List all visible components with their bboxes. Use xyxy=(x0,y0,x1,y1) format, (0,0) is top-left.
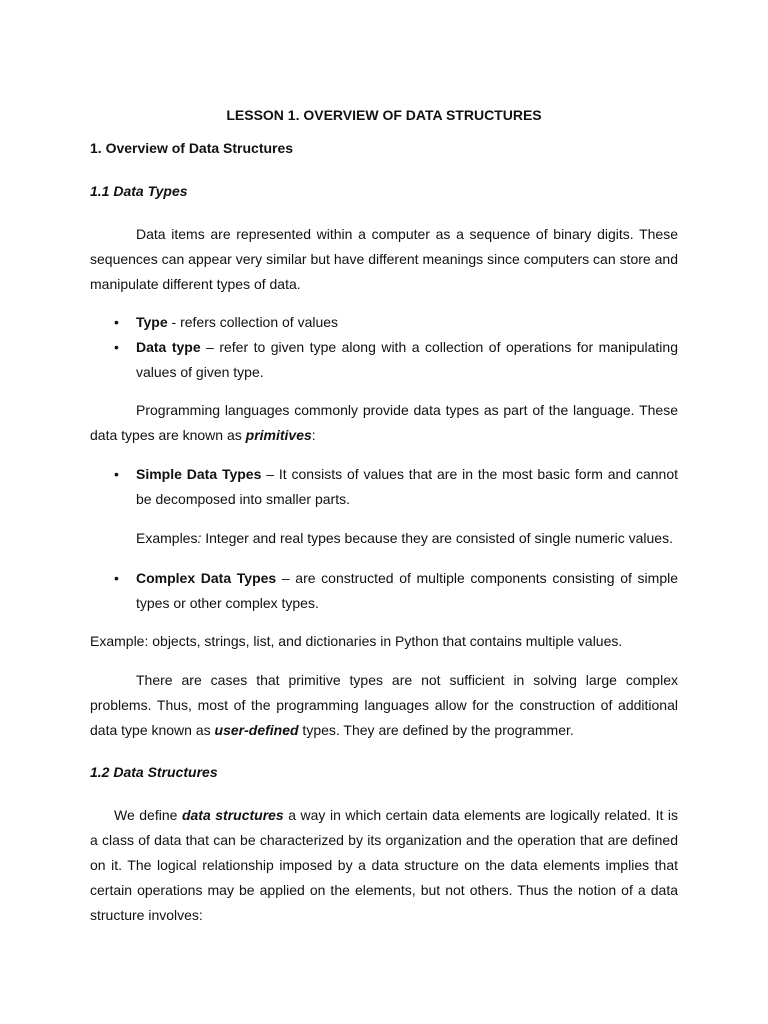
term-data-type: Data type xyxy=(136,339,201,355)
example-python-line: Example: objects, strings, list, and dictionaries in Python that contains multiple values. xyxy=(90,633,623,649)
text-run: types. They are defined by the programmer. xyxy=(298,722,574,738)
text-run: Integer and real types because they are consisted of single numeric values. xyxy=(201,530,673,546)
section-heading: 1. Overview of Data Structures xyxy=(90,140,294,156)
examples-line xyxy=(136,526,678,551)
term-complex-data-types: Complex Data Types xyxy=(136,570,277,586)
definition-data-type: – refer to given type along with a collection of operations for manipulating values of given type. xyxy=(136,339,678,380)
definition-type: - refers collection of values xyxy=(167,314,339,330)
paragraph-primitives xyxy=(90,398,678,448)
term-simple-data-types: Simple Data Types xyxy=(136,466,262,482)
text-run: There are cases that primitive types are not sufficient in solving large complex problems. Thus, most of the programming languages allow for the construction of additional data type known as xyxy=(90,672,678,738)
list-item-simple-data-types xyxy=(136,462,678,512)
text-run: : xyxy=(311,427,316,443)
paragraph-binary-digits: Data items are represented within a computer as a sequence of binary digits. These sequences can appear very similar but have different meanings since computers can store and manipulate different types of data. xyxy=(90,226,678,292)
bullet-marker: • xyxy=(114,570,119,586)
definition-simple-data-types: – It consists of values that are in the most basic form and cannot be decomposed into smaller parts. xyxy=(136,466,678,507)
subsection-heading-data-structures: 1.2 Data Structures xyxy=(90,764,218,780)
text-run: : xyxy=(197,530,202,546)
text-run: We define xyxy=(114,807,182,823)
list-item-complex-data-types xyxy=(136,566,678,616)
text-run: Examples xyxy=(136,530,198,546)
bullet-marker: • xyxy=(114,466,119,482)
list-item-type xyxy=(136,310,678,335)
emphasis-data-structures: data structures xyxy=(181,807,284,823)
text-run: Programming languages commonly provide data types as part of the language. These data types are known as xyxy=(90,402,678,443)
paragraph-user-defined xyxy=(90,668,678,743)
emphasis-user-defined: user-defined xyxy=(214,722,299,738)
subsection-heading-data-types: 1.1 Data Types xyxy=(90,183,188,199)
definition-complex-data-types: – are constructed of multiple components consisting of simple types or other complex types. xyxy=(136,570,679,611)
bullet-marker: • xyxy=(114,314,119,330)
paragraph-data-structures xyxy=(90,803,678,928)
term-type: Type xyxy=(136,314,168,330)
bullet-marker: • xyxy=(114,339,119,355)
lesson-title: LESSON 1. OVERVIEW OF DATA STRUCTURES xyxy=(226,107,542,123)
list-item-data-type xyxy=(136,335,678,385)
text-run: a way in which certain data elements are logically related. It is a class of data that can be characterized by its organization and the operation that are defined on it. The logical relationship imposed by a data structure on the data elements implies that certain operations may be applied on the elements, but not others. Thus the notion of a data structure involves: xyxy=(90,807,678,923)
emphasis-primitives: primitives xyxy=(245,427,312,443)
